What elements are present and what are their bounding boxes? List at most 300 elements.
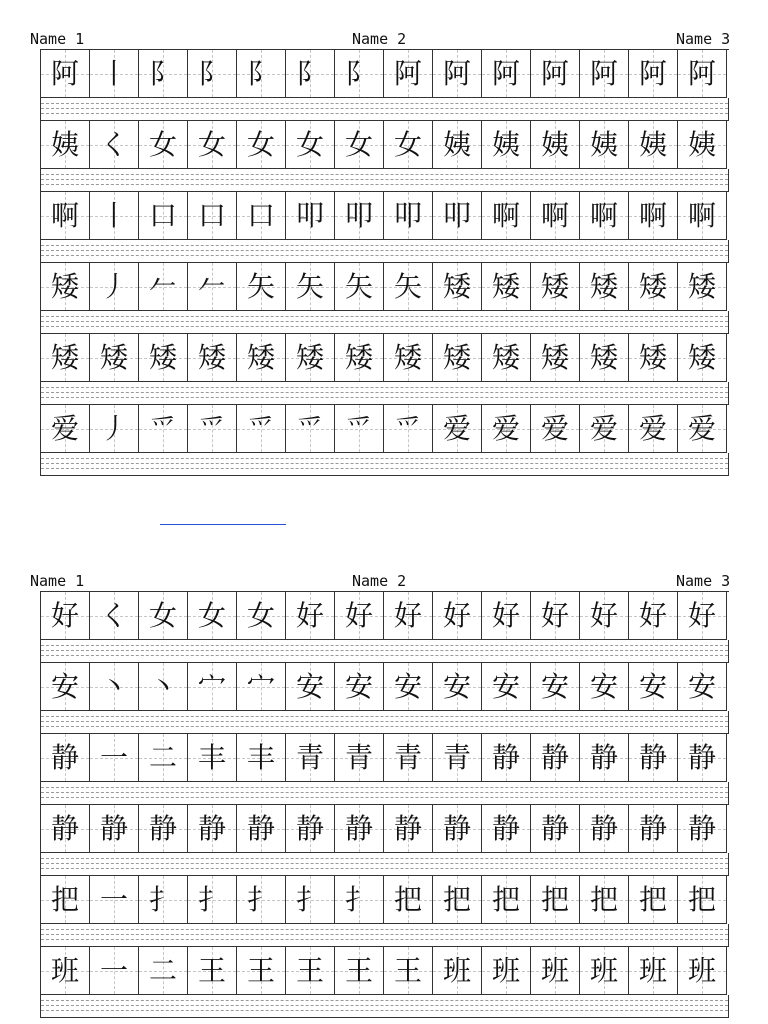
stroke-step: 爫 xyxy=(246,412,275,445)
grid-cell xyxy=(531,50,580,98)
grid-cell xyxy=(629,192,678,240)
name-label-3: Name 3 xyxy=(676,30,731,48)
stroke-step: 叩 xyxy=(393,199,422,232)
stroke-step: 阝 xyxy=(148,57,177,90)
grid-cell xyxy=(482,192,531,240)
stroke-step: 矮 xyxy=(442,270,471,303)
stroke-step: 王 xyxy=(295,954,324,987)
model-character: 班 xyxy=(50,954,79,987)
grid-cell xyxy=(237,805,286,853)
stroke-step: 矮 xyxy=(687,341,716,374)
stroke-step: 矮 xyxy=(442,341,471,374)
stroke-step: 好 xyxy=(295,599,324,632)
grid-cell xyxy=(482,805,531,853)
stroke-step: 姨 xyxy=(589,128,618,161)
grid-cell xyxy=(335,663,384,711)
grid-cell xyxy=(580,876,629,924)
stroke-step: 青 xyxy=(442,741,471,774)
grid-cell xyxy=(482,263,531,311)
stroke-step: 啊 xyxy=(589,199,618,232)
grid-cell xyxy=(629,805,678,853)
grid-cell xyxy=(629,663,678,711)
character-row xyxy=(41,734,729,782)
stroke-step: 矮 xyxy=(344,341,373,374)
stroke-step: 叩 xyxy=(295,199,324,232)
stroke-step: 班 xyxy=(589,954,618,987)
grid-cell xyxy=(384,334,433,382)
grid-cell xyxy=(90,734,139,782)
grid-cell xyxy=(531,192,580,240)
stroke-step: 女 xyxy=(344,128,373,161)
grid-cell xyxy=(629,263,678,311)
stroke-step: 一 xyxy=(99,883,128,916)
grid-cell xyxy=(531,663,580,711)
practice-lines xyxy=(41,453,729,476)
grid-cell xyxy=(678,734,727,782)
grid-cell xyxy=(678,263,727,311)
stroke-step: 安 xyxy=(687,670,716,703)
grid-cell xyxy=(41,876,90,924)
grid-cell xyxy=(139,663,188,711)
stroke-step: 静 xyxy=(589,812,618,845)
stroke-step: 好 xyxy=(393,599,422,632)
character-row xyxy=(41,121,729,169)
stroke-step: 阿 xyxy=(589,57,618,90)
stroke-step: 阿 xyxy=(540,57,569,90)
stroke-step: 矮 xyxy=(589,341,618,374)
name-label-2: Name 2 xyxy=(352,30,407,48)
grid-cell xyxy=(482,663,531,711)
stroke-step: 宀 xyxy=(246,670,275,703)
grid-cell xyxy=(433,734,482,782)
stroke-step: 爫 xyxy=(344,412,373,445)
stroke-step: 静 xyxy=(344,812,373,845)
stroke-step: 女 xyxy=(148,599,177,632)
stroke-step: 扌 xyxy=(295,883,324,916)
stroke-step: 扌 xyxy=(246,883,275,916)
stroke-step: 女 xyxy=(197,599,226,632)
character-grid xyxy=(40,49,729,476)
character-row xyxy=(41,663,729,711)
stroke-step: 阝 xyxy=(246,57,275,90)
grid-cell xyxy=(335,947,384,995)
stroke-step: 𠂉 xyxy=(197,270,226,303)
grid-cell xyxy=(237,121,286,169)
stroke-step: 阝 xyxy=(344,57,373,90)
stroke-step: 把 xyxy=(393,883,422,916)
stroke-step: 爱 xyxy=(540,412,569,445)
name-label-3: Name 3 xyxy=(676,572,731,590)
grid-cell xyxy=(139,405,188,453)
character-row xyxy=(41,592,729,640)
character-row xyxy=(41,876,729,924)
stroke-step: 静 xyxy=(148,812,177,845)
name-header xyxy=(0,29,768,49)
stroke-step: 爫 xyxy=(197,412,226,445)
stroke-step: 女 xyxy=(148,128,177,161)
stroke-step: 矮 xyxy=(589,270,618,303)
grid-cell xyxy=(580,121,629,169)
grid-cell xyxy=(188,192,237,240)
stroke-step: 丨 xyxy=(99,199,128,232)
grid-cell xyxy=(41,50,90,98)
stroke-step: 阝 xyxy=(197,57,226,90)
grid-cell xyxy=(41,121,90,169)
stroke-step: 啊 xyxy=(540,199,569,232)
grid-cell xyxy=(482,50,531,98)
grid-cell xyxy=(188,50,237,98)
stroke-step: 安 xyxy=(442,670,471,703)
stroke-step: 丰 xyxy=(246,741,275,774)
grid-cell xyxy=(335,734,384,782)
stroke-step: 二 xyxy=(148,954,177,987)
stroke-step: 爱 xyxy=(491,412,520,445)
stroke-step: 矮 xyxy=(491,341,520,374)
model-character: 好 xyxy=(50,599,79,632)
grid-cell xyxy=(384,50,433,98)
grid-cell xyxy=(433,592,482,640)
grid-cell xyxy=(482,405,531,453)
grid-cell xyxy=(41,805,90,853)
grid-cell xyxy=(139,192,188,240)
grid-cell xyxy=(531,121,580,169)
stroke-step: 女 xyxy=(197,128,226,161)
grid-cell xyxy=(531,734,580,782)
stroke-step: 一 xyxy=(99,741,128,774)
stroke-step: 阿 xyxy=(393,57,422,90)
grid-cell xyxy=(90,50,139,98)
stroke-step: 静 xyxy=(295,812,324,845)
practice-lines xyxy=(41,311,729,334)
grid-cell xyxy=(286,263,335,311)
grid-cell xyxy=(188,405,237,453)
character-row xyxy=(41,805,729,853)
grid-cell xyxy=(335,876,384,924)
stroke-step: 矮 xyxy=(246,341,275,374)
grid-cell xyxy=(237,876,286,924)
stroke-step: 好 xyxy=(638,599,667,632)
grid-cell xyxy=(384,121,433,169)
grid-cell xyxy=(237,663,286,711)
stroke-step: 王 xyxy=(393,954,422,987)
grid-cell xyxy=(433,876,482,924)
grid-cell xyxy=(139,334,188,382)
stroke-step: 阿 xyxy=(687,57,716,90)
stroke-step: 静 xyxy=(99,812,128,845)
stroke-step: 丿 xyxy=(99,270,128,303)
stroke-step: 姨 xyxy=(491,128,520,161)
grid-cell xyxy=(188,334,237,382)
grid-cell xyxy=(678,334,727,382)
grid-cell xyxy=(90,663,139,711)
grid-cell xyxy=(139,592,188,640)
grid-cell xyxy=(384,592,433,640)
grid-cell xyxy=(335,805,384,853)
stroke-step: 阿 xyxy=(638,57,667,90)
stroke-step: 啊 xyxy=(491,199,520,232)
stroke-step: 口 xyxy=(246,199,275,232)
grid-cell xyxy=(139,121,188,169)
grid-cell xyxy=(335,50,384,98)
practice-lines xyxy=(41,640,729,663)
name-label-1: Name 1 xyxy=(30,30,85,48)
grid-cell xyxy=(90,334,139,382)
grid-cell xyxy=(139,805,188,853)
grid-cell xyxy=(580,663,629,711)
model-character: 姨 xyxy=(50,128,79,161)
grid-cell xyxy=(286,405,335,453)
stroke-step: 安 xyxy=(638,670,667,703)
stroke-step: 王 xyxy=(344,954,373,987)
stroke-step: 矮 xyxy=(393,341,422,374)
grid-cell xyxy=(384,876,433,924)
stroke-step: 静 xyxy=(197,812,226,845)
grid-cell xyxy=(482,592,531,640)
stroke-step: 爫 xyxy=(295,412,324,445)
stroke-step: 阿 xyxy=(442,57,471,90)
grid-cell xyxy=(580,50,629,98)
stroke-step: 爫 xyxy=(393,412,422,445)
grid-cell xyxy=(678,50,727,98)
character-row xyxy=(41,334,729,382)
character-row xyxy=(41,192,729,240)
grid-cell xyxy=(482,876,531,924)
stroke-step: 矢 xyxy=(344,270,373,303)
grid-cell xyxy=(531,405,580,453)
grid-cell xyxy=(286,192,335,240)
model-character: 矮 xyxy=(50,341,79,374)
grid-cell xyxy=(629,121,678,169)
grid-cell xyxy=(237,734,286,782)
grid-cell xyxy=(580,405,629,453)
stroke-step: 把 xyxy=(491,883,520,916)
grid-cell xyxy=(580,263,629,311)
practice-lines xyxy=(41,169,729,192)
stroke-step: 丨 xyxy=(99,57,128,90)
grid-cell xyxy=(90,876,139,924)
stroke-step: 矮 xyxy=(687,270,716,303)
grid-cell xyxy=(188,121,237,169)
grid-cell xyxy=(286,592,335,640)
stroke-step: 静 xyxy=(687,812,716,845)
stroke-step: 𠂉 xyxy=(148,270,177,303)
grid-cell xyxy=(433,805,482,853)
grid-cell xyxy=(41,334,90,382)
grid-cell xyxy=(433,334,482,382)
grid-cell xyxy=(188,876,237,924)
grid-cell xyxy=(286,50,335,98)
stroke-step: 青 xyxy=(393,741,422,774)
stroke-step: 矮 xyxy=(99,341,128,374)
grid-cell xyxy=(482,947,531,995)
character-row xyxy=(41,947,729,995)
stroke-step: 矮 xyxy=(197,341,226,374)
grid-cell xyxy=(678,592,727,640)
stroke-step: 把 xyxy=(540,883,569,916)
practice-lines xyxy=(41,924,729,947)
stroke-step: 王 xyxy=(197,954,226,987)
grid-cell xyxy=(286,734,335,782)
stroke-step: 静 xyxy=(540,812,569,845)
grid-cell xyxy=(384,947,433,995)
stroke-step: 矮 xyxy=(491,270,520,303)
stroke-step: 安 xyxy=(393,670,422,703)
stroke-step: 把 xyxy=(442,883,471,916)
grid-cell xyxy=(286,121,335,169)
stroke-step: 好 xyxy=(491,599,520,632)
grid-cell xyxy=(90,947,139,995)
grid-cell xyxy=(384,734,433,782)
stroke-step: 安 xyxy=(344,670,373,703)
stroke-step: 矮 xyxy=(638,270,667,303)
stroke-step: 静 xyxy=(638,812,667,845)
grid-cell xyxy=(580,192,629,240)
stroke-step: 姨 xyxy=(540,128,569,161)
grid-cell xyxy=(41,405,90,453)
stroke-step: 好 xyxy=(589,599,618,632)
grid-cell xyxy=(286,663,335,711)
practice-lines xyxy=(41,382,729,405)
stroke-step: 把 xyxy=(687,883,716,916)
practice-lines xyxy=(41,782,729,805)
grid-cell xyxy=(433,50,482,98)
stroke-step: 扌 xyxy=(344,883,373,916)
stroke-step: 静 xyxy=(442,812,471,845)
grid-cell xyxy=(237,334,286,382)
grid-cell xyxy=(433,405,482,453)
grid-cell xyxy=(678,405,727,453)
grid-cell xyxy=(678,947,727,995)
stroke-step: 静 xyxy=(687,741,716,774)
grid-cell xyxy=(237,192,286,240)
stroke-step: 安 xyxy=(540,670,569,703)
model-character: 安 xyxy=(50,670,79,703)
character-row xyxy=(41,263,729,311)
model-character: 静 xyxy=(50,812,79,845)
stroke-step: 矮 xyxy=(540,341,569,374)
stroke-step: 班 xyxy=(442,954,471,987)
grid-cell xyxy=(384,805,433,853)
grid-cell xyxy=(139,947,188,995)
grid-cell xyxy=(188,805,237,853)
grid-cell xyxy=(237,50,286,98)
stroke-step: 好 xyxy=(344,599,373,632)
grid-cell xyxy=(188,734,237,782)
stroke-step: 王 xyxy=(246,954,275,987)
grid-cell xyxy=(41,192,90,240)
grid-cell xyxy=(41,263,90,311)
model-character: 阿 xyxy=(50,57,79,90)
grid-cell xyxy=(41,734,90,782)
grid-cell xyxy=(237,592,286,640)
stroke-step: 丿 xyxy=(99,412,128,445)
stroke-step: 安 xyxy=(589,670,618,703)
grid-cell xyxy=(531,592,580,640)
grid-cell xyxy=(482,734,531,782)
grid-cell xyxy=(237,947,286,995)
stroke-step: 丶 xyxy=(148,670,177,703)
model-character: 啊 xyxy=(50,199,79,232)
stroke-step: 口 xyxy=(148,199,177,232)
practice-lines xyxy=(41,711,729,734)
stroke-step: 好 xyxy=(540,599,569,632)
grid-cell xyxy=(90,592,139,640)
stroke-step: 啊 xyxy=(687,199,716,232)
grid-cell xyxy=(90,805,139,853)
practice-lines xyxy=(41,240,729,263)
grid-cell xyxy=(629,592,678,640)
grid-cell xyxy=(678,805,727,853)
grid-cell xyxy=(384,192,433,240)
character-row xyxy=(41,50,729,98)
stroke-step: 安 xyxy=(295,670,324,703)
stroke-step: 班 xyxy=(491,954,520,987)
grid-cell xyxy=(531,334,580,382)
grid-cell xyxy=(90,192,139,240)
grid-cell xyxy=(580,947,629,995)
grid-cell xyxy=(286,805,335,853)
model-character: 爱 xyxy=(50,412,79,445)
stroke-step: 丰 xyxy=(197,741,226,774)
stroke-step: 爱 xyxy=(638,412,667,445)
grid-cell xyxy=(335,592,384,640)
stroke-step: 静 xyxy=(540,741,569,774)
grid-cell xyxy=(90,121,139,169)
stroke-step: 一 xyxy=(99,954,128,987)
name-label-2: Name 2 xyxy=(352,572,407,590)
grid-cell xyxy=(188,663,237,711)
grid-cell xyxy=(90,405,139,453)
stroke-step: 啊 xyxy=(638,199,667,232)
stroke-step: 姨 xyxy=(687,128,716,161)
grid-cell xyxy=(335,121,384,169)
stroke-step: 好 xyxy=(442,599,471,632)
character-row xyxy=(41,405,729,453)
stroke-step: 扌 xyxy=(148,883,177,916)
stroke-step: 静 xyxy=(491,812,520,845)
model-character: 静 xyxy=(50,741,79,774)
stroke-step: 把 xyxy=(638,883,667,916)
stroke-step: 班 xyxy=(540,954,569,987)
grid-cell xyxy=(286,947,335,995)
stroke-step: 二 xyxy=(148,741,177,774)
stroke-step: 好 xyxy=(687,599,716,632)
grid-cell xyxy=(188,263,237,311)
stroke-step: 静 xyxy=(589,741,618,774)
grid-cell xyxy=(580,734,629,782)
grid-cell xyxy=(482,334,531,382)
stroke-step: く xyxy=(99,128,128,161)
grid-cell xyxy=(629,334,678,382)
grid-cell xyxy=(384,263,433,311)
stroke-step: 矮 xyxy=(295,341,324,374)
stroke-step: 青 xyxy=(344,741,373,774)
stroke-step: 矢 xyxy=(246,270,275,303)
grid-cell xyxy=(41,592,90,640)
stroke-step: 把 xyxy=(589,883,618,916)
stroke-step: く xyxy=(99,599,128,632)
stroke-step: 阿 xyxy=(491,57,520,90)
grid-cell xyxy=(678,192,727,240)
grid-cell xyxy=(139,263,188,311)
grid-cell xyxy=(286,876,335,924)
grid-cell xyxy=(188,592,237,640)
stroke-step: 姨 xyxy=(442,128,471,161)
grid-cell xyxy=(531,805,580,853)
grid-cell xyxy=(433,947,482,995)
stroke-step: 爱 xyxy=(589,412,618,445)
stroke-step: 爫 xyxy=(148,412,177,445)
